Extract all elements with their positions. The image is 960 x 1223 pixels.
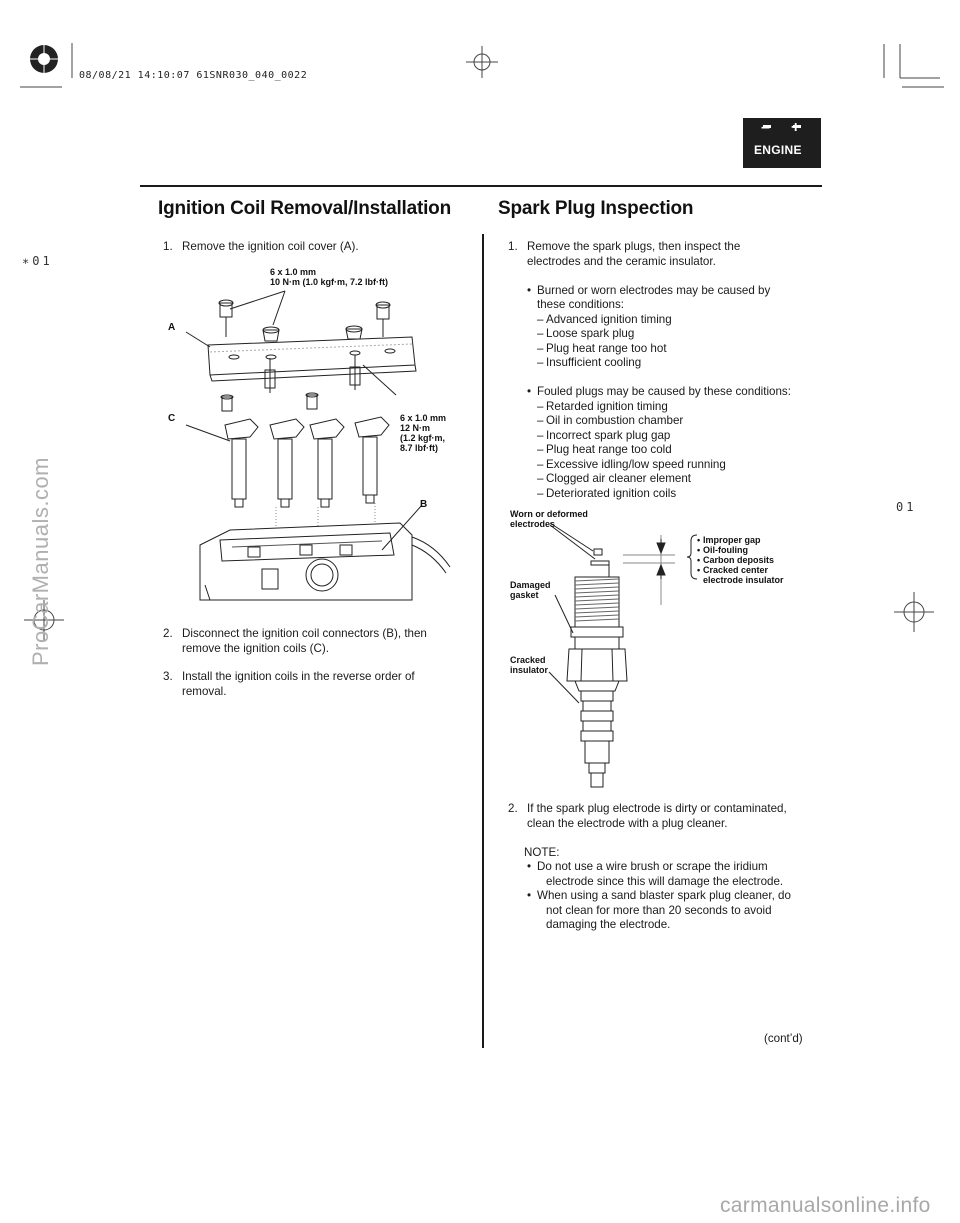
- right-step-1: [508, 240, 818, 501]
- note-label: NOTE:: [524, 845, 560, 859]
- gasket-line1: Damaged: [510, 580, 551, 590]
- step-text-line1: If the spark plug electrode is dirty or contaminated,: [527, 802, 787, 815]
- list-item: – Clogged air cleaner element: [537, 472, 818, 487]
- step-number: 2.: [163, 627, 173, 640]
- insulator-line2: insulator: [510, 665, 549, 675]
- list-item: • Oil-fouling: [697, 545, 784, 555]
- note2-line1: • When using a sand blaster spark plug cleaner, do: [537, 889, 791, 902]
- worn-bullet: [527, 284, 818, 313]
- torque-top-line2: 10 N·m (1.0 kgf·m, 7.2 lbf·ft): [270, 277, 389, 287]
- column-divider: [482, 234, 484, 1048]
- watermark-left: ProCarManuals.com: [28, 456, 53, 666]
- note2-line2: not clean for more than 20 seconds to avoid: [546, 903, 772, 917]
- left-side-mark: ∗01: [22, 254, 53, 268]
- print-stamp: 08/08/21 14:10:07 61SNR030_040_0022: [79, 70, 308, 81]
- cracked-insulator-label: [510, 655, 548, 675]
- damaged-gasket-label: [510, 580, 551, 600]
- badge-label: ENGINE: [754, 143, 802, 157]
- step-text-line1: Remove the spark plugs, then inspect the: [527, 240, 741, 253]
- note1-line2: electrode since this will damage the electrode.: [546, 874, 784, 888]
- worn-bullet-line2: these conditions:: [537, 298, 625, 311]
- continued-label: (cont’d): [764, 1032, 803, 1045]
- torque-side-label: [400, 413, 446, 453]
- worn-line1: Worn or deformed: [510, 509, 588, 519]
- list-item: – Advanced ignition timing: [537, 313, 818, 328]
- fouled-causes-list: [537, 400, 818, 502]
- worn-causes-list: [537, 313, 818, 371]
- right-section-title: Spark Plug Inspection: [498, 198, 694, 219]
- step-number: 2.: [508, 802, 518, 815]
- gasket-line2: gasket: [510, 590, 539, 600]
- list-item: – Plug heat range too cold: [537, 443, 818, 458]
- list-item: • Carbon deposits: [697, 555, 784, 565]
- step-text: Remove the ignition coil cover (A).: [182, 240, 359, 253]
- torque-top-label: [270, 267, 388, 287]
- torque-side-line2: 12 N·m: [400, 423, 431, 433]
- torque-side-line1: 6 x 1.0 mm: [400, 413, 447, 423]
- worn-line2: electrodes: [510, 519, 556, 529]
- note-bullet-2: [527, 889, 818, 933]
- label-b: B: [420, 499, 428, 510]
- step-text-line1: Install the ignition coils in the reverse order of: [182, 670, 415, 683]
- list-item: – Insufficient cooling: [537, 356, 818, 371]
- list-item-cont: electrode insulator: [703, 575, 784, 585]
- worn-electrodes-label: [510, 509, 588, 529]
- list-item: – Oil in combustion chamber: [537, 414, 818, 429]
- step-text-line2: electrodes and the ceramic insulator.: [527, 254, 716, 268]
- watermark-bottom: carmanualsonline.info: [720, 1194, 931, 1217]
- left-step-3: [163, 670, 463, 699]
- left-section-title: Ignition Coil Removal/Installation: [158, 198, 451, 219]
- step-number: 1.: [508, 240, 518, 253]
- torque-side-line3: (1.2 kgf·m,: [400, 433, 446, 443]
- right-step-2: [508, 802, 818, 933]
- list-item: • Improper gap: [697, 535, 784, 545]
- list-item: – Plug heat range too hot: [537, 342, 818, 357]
- note-bullet-1: [527, 860, 818, 889]
- list-item: – Excessive idling/low speed running: [537, 458, 818, 473]
- torque-side-line4: 8.7 lbf·ft): [400, 443, 438, 453]
- header-rule: [140, 185, 822, 187]
- insulator-line1: Cracked: [510, 655, 546, 665]
- badge-plus: +: [791, 119, 801, 136]
- note2-line3: damaging the electrode.: [546, 918, 671, 931]
- step-text-line2: remove the ignition coils (C).: [182, 641, 329, 655]
- step-text-line2: removal.: [182, 684, 227, 698]
- label-c: C: [168, 413, 176, 424]
- note1-line1: • Do not use a wire brush or scrape the iridium: [537, 860, 768, 873]
- step-number: 3.: [163, 670, 173, 683]
- step-text-line2: clean the electrode with a plug cleaner.: [527, 816, 728, 830]
- badge-minus: –: [761, 119, 770, 136]
- step-text-line1: Disconnect the ignition coil connectors (B), then: [182, 627, 427, 640]
- left-step-2: [163, 627, 463, 656]
- list-item: – Loose spark plug: [537, 327, 818, 342]
- right-side-mark: 01: [896, 500, 917, 514]
- torque-top-line1: 6 x 1.0 mm: [270, 267, 317, 277]
- list-item: – Retarded ignition timing: [537, 400, 818, 415]
- step-number: 1.: [163, 240, 173, 253]
- list-item: • Cracked center: [697, 565, 784, 575]
- gap-conditions-list: [697, 535, 784, 585]
- engine-badge: [743, 118, 821, 168]
- list-item: – Deteriorated ignition coils: [537, 487, 818, 502]
- fouled-bullet: • Fouled plugs may be caused by these conditions:: [527, 385, 818, 400]
- left-step-1: [163, 240, 463, 255]
- label-a: A: [168, 322, 176, 333]
- worn-bullet-line1: • Burned or worn electrodes may be caused by: [537, 283, 771, 297]
- list-item: – Incorrect spark plug gap: [537, 429, 818, 444]
